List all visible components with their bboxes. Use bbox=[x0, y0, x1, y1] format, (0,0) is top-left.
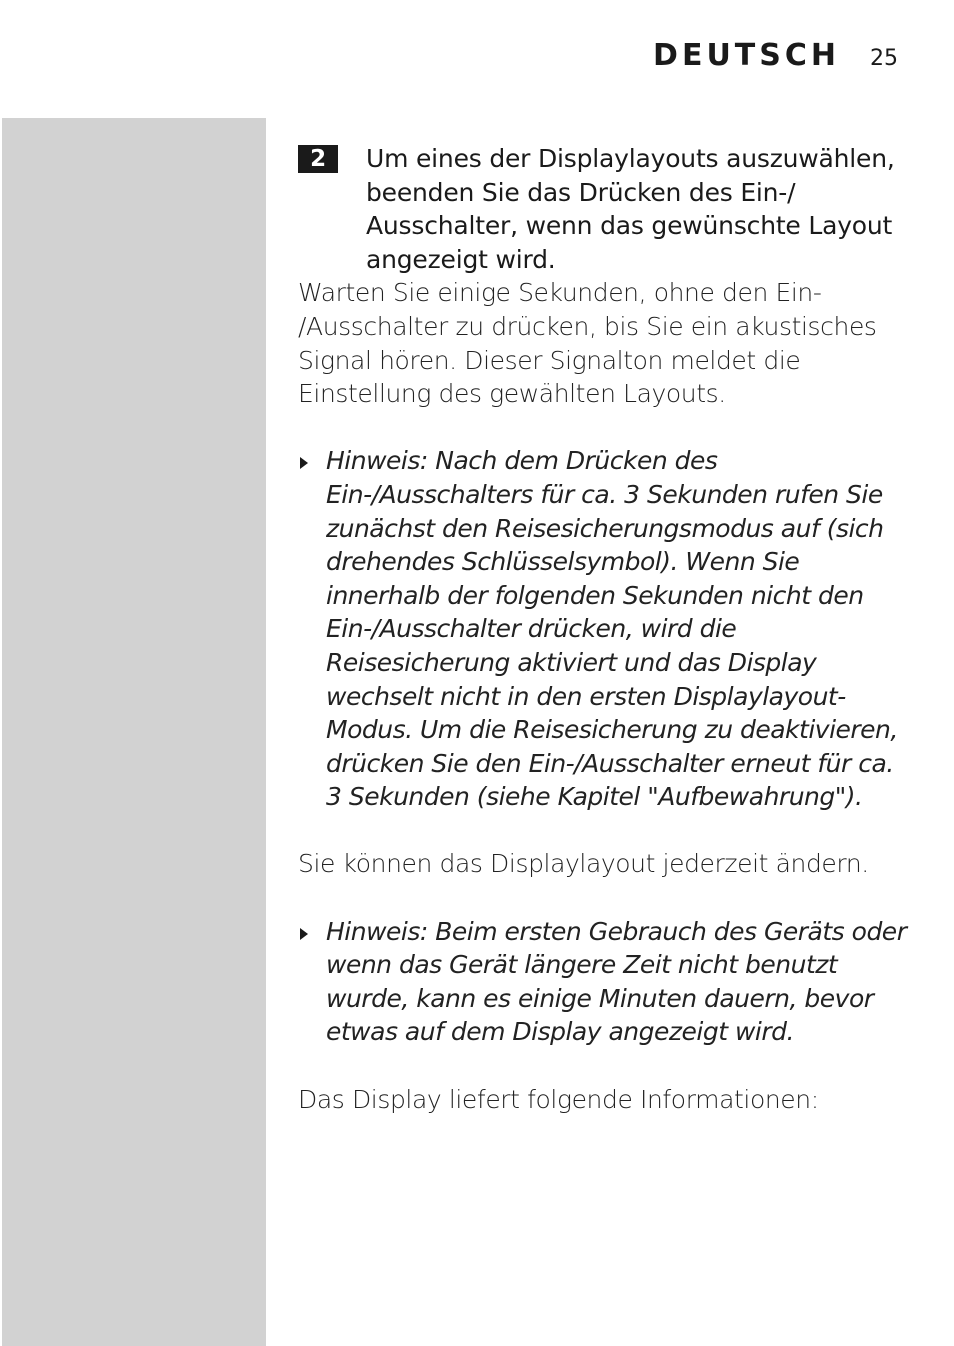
language-heading: DEUTSCH bbox=[653, 38, 840, 73]
note-text: Hinweis: Nach dem Drücken des Ein-/Ausschalters für ca. 3 Sekunden rufen Sie zunächst den Reisesicherungsmodus auf (sich drehendes Schlüsselsymbol). Wenn Sie innerhalb der folgenden Sekunden nicht den Ein-/Ausschalter drücken, wird die Reisesicherung aktiviert und das Display wechselt nicht in den ersten Displaylayout-Modus. Um die Reisesicherung zu deaktivieren, drücken Sie den Ein-/Ausschalter erneut für ca. 3 Sekunden (siehe Kapitel "Aufbewahrung"). bbox=[326, 446, 898, 812]
triangle-bullet-icon bbox=[300, 457, 308, 469]
triangle-bullet-icon bbox=[300, 928, 308, 940]
display-info-paragraph: Das Display liefert folgende Informationen: bbox=[298, 1084, 819, 1114]
gray-margin-bar bbox=[2, 118, 266, 1346]
page-number: 25 bbox=[870, 46, 898, 71]
note-text: Hinweis: Beim ersten Gebrauch des Geräts oder wenn das Gerät längere Zeit nicht benutzt wurde, kann es einige Minuten dauern, bevor etwas auf dem Display angezeigt wird. bbox=[326, 916, 907, 1047]
note-first-use bbox=[298, 915, 908, 1049]
note-travel-lock bbox=[298, 444, 908, 814]
change-layout-paragraph: Sie können das Displaylayout jederzeit ändern. bbox=[298, 849, 869, 879]
step-instruction bbox=[298, 142, 908, 276]
step-text: Um eines der Displaylayouts auszuwählen, beenden Sie das Drücken des Ein-/ Ausschalter, wenn das gewünschte Layout angezeigt wird. bbox=[366, 144, 895, 274]
wait-paragraph: Warten Sie einige Sekunden, ohne den Ein- /Ausschalter zu drücken, bis Sie ein akustisches Signal hören. Dieser Signalton meldet die Einstellung des gewählten Layouts. bbox=[298, 278, 877, 409]
step-number-badge: 2 bbox=[298, 145, 338, 173]
main-content bbox=[298, 142, 908, 1116]
